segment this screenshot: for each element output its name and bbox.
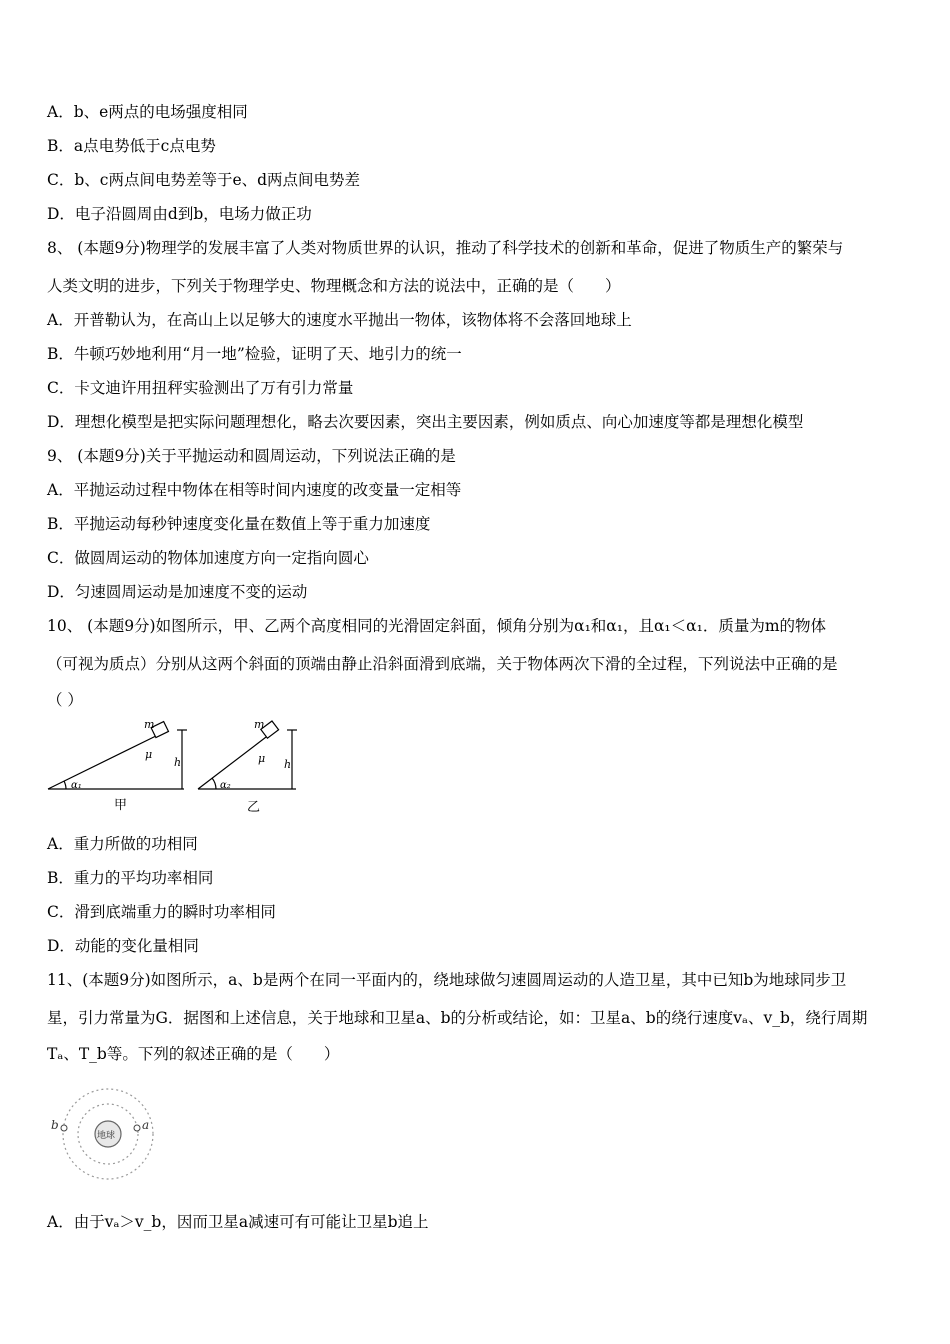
q8-option-a: A．开普勒认为，在高山上以足够大的速度水平抛出一物体，该物体将不会落回地球上 xyxy=(47,311,632,329)
q9-stem: 9、 (本题9分)关于平抛运动和圆周运动，下列说法正确的是 xyxy=(47,447,456,465)
satellite-a-icon xyxy=(134,1125,140,1131)
q7-option-a: A．b、e两点的电场强度相同 xyxy=(47,103,248,121)
q7-option-b: B．a点电势低于c点电势 xyxy=(47,137,216,155)
q10-option-b: B．重力的平均功率相同 xyxy=(47,869,214,887)
earth-label: 地球 xyxy=(97,1131,116,1141)
q11-stem-line-3: Tₐ、T_b等。下列的叙述正确的是（ ） xyxy=(47,1045,340,1063)
yi-mu-label: μ xyxy=(258,752,266,765)
q7-option-d: D．电子沿圆周由d到b，电场力做正功 xyxy=(47,205,312,223)
yi-alpha-label: α₂ xyxy=(220,780,231,791)
q8-stem-line-2: 人类文明的进步，下列关于物理学史、物理概念和方法的说法中，正确的是（ ） xyxy=(47,277,621,295)
satellite-b-label: b xyxy=(51,1118,59,1132)
q10-stem-line-1: 10、 (本题9分)如图所示，甲、乙两个高度相同的光滑固定斜面，倾角分别为α₁和α₁，且α₁＜α₁．质量为m的物体 xyxy=(47,617,827,635)
satellite-b-icon xyxy=(61,1125,67,1131)
q8-option-d: D．理想化模型是把实际问题理想化，略去次要因素，突出主要因素，例如质点、向心加速度等都是理想化模型 xyxy=(47,413,804,431)
q10-option-d: D．动能的变化量相同 xyxy=(47,937,199,955)
q10-stem-line-2: （可视为质点）分别从这两个斜面的顶端由静止沿斜面滑到底端，关于物体两次下滑的全过程，下列说法中正确的是 xyxy=(47,655,838,673)
satellite-a-label: a xyxy=(142,1118,150,1132)
jia-caption: 甲 xyxy=(114,798,128,813)
q8-option-b: B．牛顿巧妙地利用“月一地”检验，证明了天、地引力的统一 xyxy=(47,345,462,363)
yi-h-label: h xyxy=(284,758,292,771)
q9-option-a: A．平抛运动过程中物体在相等时间内速度的改变量一定相等 xyxy=(47,481,462,499)
q10-stem-line-3: （ ） xyxy=(47,691,83,709)
q8-option-c: C．卡文迪许用扭秤实验测出了万有引力常量 xyxy=(47,379,354,397)
yi-caption: 乙 xyxy=(247,800,261,815)
q7-option-c: C．b、c两点间电势差等于e、d两点间电势差 xyxy=(47,171,361,189)
q11-option-a: A．由于vₐ＞v_b，因而卫星a减速可有可能让卫星b追上 xyxy=(47,1213,429,1231)
q9-option-d: D．匀速圆周运动是加速度不变的运动 xyxy=(47,583,308,601)
yi-mass-label: m xyxy=(254,718,265,731)
jia-mass-label: m xyxy=(144,718,155,731)
q10-option-a: A．重力所做的功相同 xyxy=(47,835,198,853)
q11-stem-line-1: 11、(本题9分)如图所示，a、b是两个在同一平面内的，绕地球做匀速圆周运动的人造卫星，其中已知b为地球同步卫 xyxy=(47,971,847,989)
q11-stem-line-2: 星，引力常量为G．据图和上述信息，关于地球和卫星a、b的分析或结论，如：卫星a、b的绕行速度vₐ、v_b，绕行周期 xyxy=(47,1009,868,1027)
jia-alpha-label: α₁ xyxy=(71,780,82,791)
jia-h-label: h xyxy=(174,756,182,769)
q9-option-b: B．平抛运动每秒钟速度变化量在数值上等于重力加速度 xyxy=(47,515,431,533)
jia-mu-label: μ xyxy=(145,748,153,761)
satellite-orbit-figure xyxy=(48,1086,163,1186)
q9-option-c: C．做圆周运动的物体加速度方向一定指向圆心 xyxy=(47,549,369,567)
incline-jia xyxy=(48,722,187,789)
q10-option-c: C．滑到底端重力的瞬时功率相同 xyxy=(47,903,276,921)
incline-yi xyxy=(198,721,297,789)
incline-figure xyxy=(44,716,314,816)
q8-stem-line-1: 8、 (本题9分)物理学的发展丰富了人类对物质世界的认识，推动了科学技术的创新和革命，促进了物质生产的繁荣与 xyxy=(47,239,844,257)
